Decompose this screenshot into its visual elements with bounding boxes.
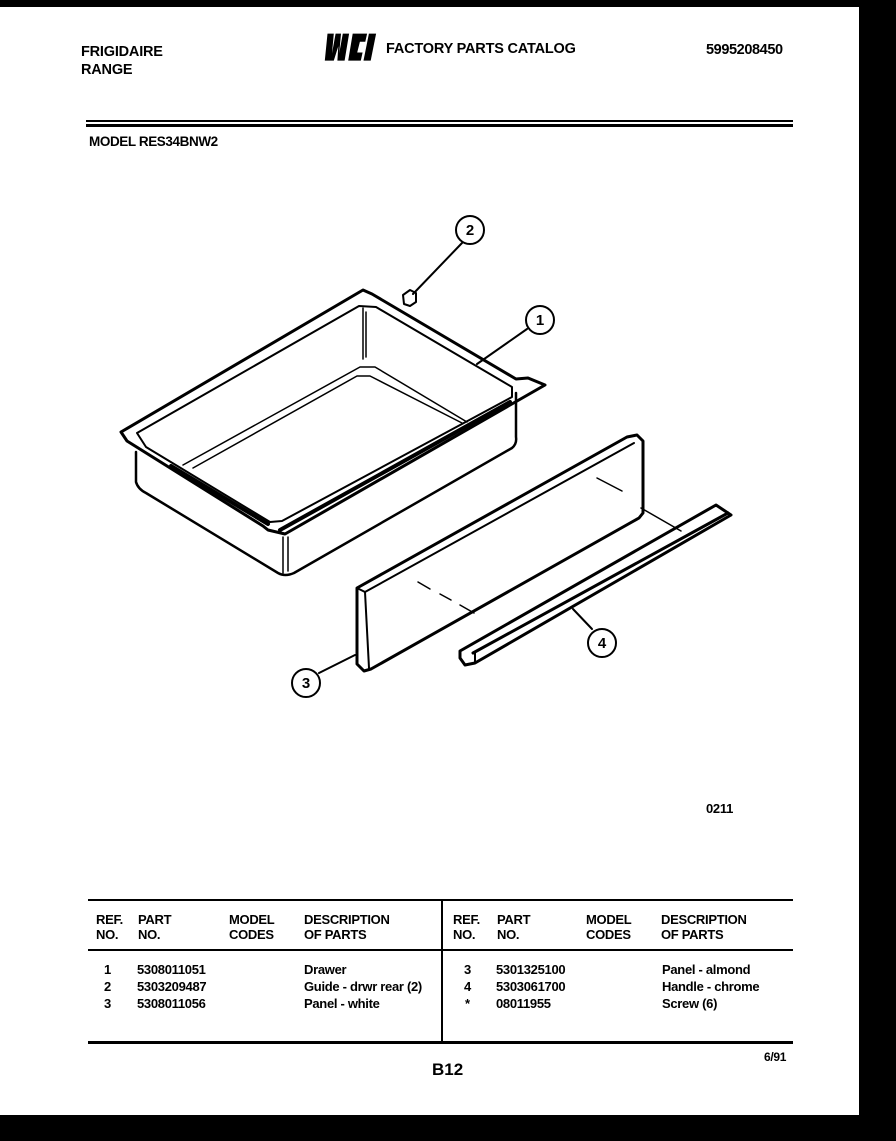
description: Guide - drwr rear (2) [304,979,422,994]
callout-1 [526,306,554,334]
col-header-ref-no-right: REF. NO. [453,912,480,942]
description: Handle - chrome [662,979,760,994]
page-number: B12 [432,1060,464,1079]
table-row [464,961,471,978]
table-row [104,978,111,995]
part-no: 5308011056 [137,996,206,1011]
svg-text:1: 1 [535,312,545,329]
description: Drawer [304,962,347,977]
product-type: RANGE [81,62,133,78]
col-header-description-right: DESCRIPTION OF PARTS [661,912,747,942]
table-column-divider [441,900,443,1043]
part-no: 5301325100 [496,962,566,977]
ref-no: * [465,996,470,1011]
brand-name: FRIGIDAIRE [81,44,163,60]
col-header-part-no: PART NO. [138,912,172,942]
diagram-code: 0211 [706,801,734,816]
callout-3 [292,669,320,697]
model-number: MODEL RES34BNW2 [89,134,218,149]
catalog-number: 5995208450 [706,42,783,58]
part-no: 08011955 [496,996,551,1011]
table-row [104,995,111,1012]
ref-no: 1 [104,962,111,977]
col-header-model-codes-right: MODEL CODES [586,912,632,942]
part-no: 5303209487 [137,979,207,994]
revision-date: 6/91 [764,1050,787,1064]
ref-no: 3 [104,996,111,1011]
col-header-model-codes: MODEL CODES [229,912,275,942]
col-header-ref-no: REF. NO. [96,912,123,942]
ref-no: 3 [464,962,471,977]
callout-4 [588,629,616,657]
exploded-parts-diagram [0,7,859,887]
ref-no: 2 [104,979,111,994]
catalog-page [0,7,859,1115]
catalog-title: FACTORY PARTS CATALOG [386,41,576,57]
part-no: 5308011051 [137,962,206,977]
part-no: 5303061700 [496,979,566,994]
table-row [465,995,470,1012]
description: Screw (6) [662,996,718,1011]
table-row [104,961,111,978]
ref-no: 4 [464,979,471,994]
description: Panel - almond [662,962,751,977]
col-header-part-no-right: PART NO. [497,912,531,942]
svg-text:4: 4 [597,635,607,652]
col-header-description: DESCRIPTION OF PARTS [304,912,390,942]
svg-text:3: 3 [301,675,311,692]
table-row [464,978,471,995]
description: Panel - white [304,996,380,1011]
svg-text:2: 2 [465,222,475,239]
callout-2 [456,216,484,244]
